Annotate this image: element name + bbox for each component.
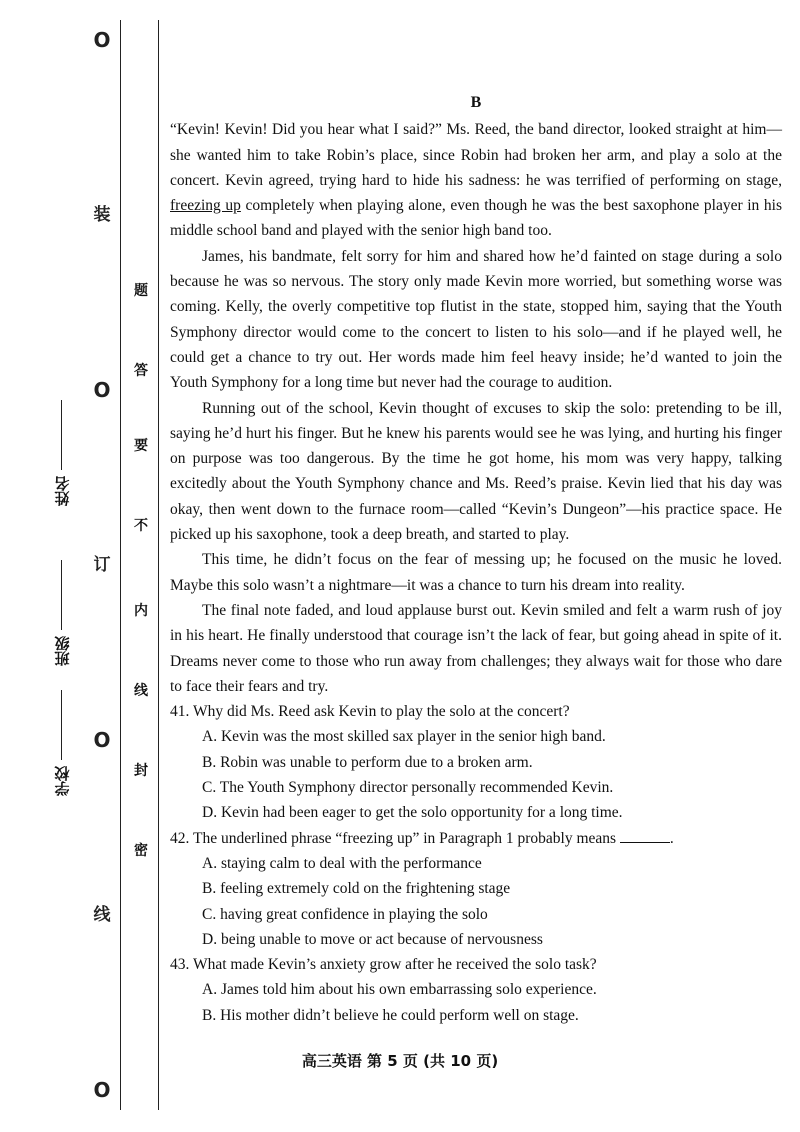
question-43 [170, 952, 782, 1028]
notice-char: 要 [134, 438, 148, 454]
notice-char: 答 [134, 363, 148, 379]
class-label: 班级 [53, 636, 72, 666]
notice-char: 封 [134, 763, 148, 779]
binding-line [120, 20, 121, 1110]
page-footer: 高三英语 第 5 页 (共 10 页) [301, 1052, 499, 1070]
answer-option[interactable]: D. Kevin had been eager to get the solo opportunity for a long time. [202, 804, 623, 822]
seal-circle: O [93, 728, 111, 752]
seal-circle: O [93, 1078, 111, 1102]
passage-paragraph-5: The final note faded, and loud applause burst out. Kevin smiled and felt a warm rush of joy in his heart. He finally understood that courage isn’t the lack of fear, but going ahead in spite of it. Dreams never come to those who run away from challenges; they always wait for those who dare to face their fears and try. [170, 601, 782, 695]
answer-option[interactable]: A. James told him about his own embarrassing solo experience. [202, 981, 597, 999]
notice-char: 不 [134, 518, 148, 534]
notice-char: 密 [134, 843, 148, 859]
class-field[interactable] [50, 560, 74, 666]
notice-char: 内 [134, 603, 148, 619]
passage-paragraph-3: Running out of the school, Kevin thought of excuses to skip the solo: pretending to be ill, saying he’d hurt his finger. But he knew his parents would see he was lying, and hurting his finger on purpose was too dangerous. By the time he got home, his mom was very happy, talking excitedly about the Youth Symphony chance and Ms. Reed’s praise. Kevin lied that his day was okay, then went down to the furnace room—called “Kevin’s Dungeon”—his practice space. He picked up his saxophone, took a deep breath, and started to play. [170, 399, 782, 544]
seal-circle: O [93, 378, 111, 402]
school-blank [62, 690, 63, 760]
notice-char: 题 [134, 283, 148, 299]
seal-char: 装 [93, 204, 111, 225]
class-blank [62, 560, 63, 630]
question-stem: 41. Why did Ms. Reed ask Kevin to play the solo at the concert? [170, 703, 570, 721]
answer-option[interactable]: C. having great confidence in playing the solo [202, 905, 488, 923]
question-stem: 43. What made Kevin’s anxiety grow after he received the solo task? [170, 956, 597, 974]
seal-char: 订 [93, 554, 111, 575]
seal-circle: O [93, 28, 111, 52]
seal-line [88, 30, 116, 1100]
question-stem: 42. The underlined phrase “freezing up” in Paragraph 1 probably means . [170, 829, 674, 847]
passage-paragraph-1: “Kevin! Kevin! Did you hear what I said?” Ms. Reed, the band director, looked straight at him—she wanted him to take Robin’s place, since Robin had broken her arm, and play a solo at the concert. Kevin agreed, trying hard to hide his sadness: he was terrified of performing on stage, freezing up completely when playing alone, even though he was the best saxophone player in his middle school band and played with the senior high band too. [170, 121, 782, 240]
name-label: 姓名 [53, 476, 72, 506]
answer-blank[interactable] [620, 828, 670, 843]
passage-paragraph-2: James, his bandmate, felt sorry for him and shared how he’d fainted on stage during a solo because he was so nervous. The story only made Kevin more worried, but something worse was coming. Kelly, the overly competitive top flutist in the state, stopped him, saying that the Youth Symphony director would come to the concert to listen to his solo—and if he played well, he could get a chance to try out. Her words made him feel heavy inside; he’d wanted to join the Youth Symphony for a long time but never had the courage to audition. [170, 247, 782, 392]
question-42 [170, 826, 782, 952]
notice-char: 线 [134, 683, 148, 699]
seal-char: 线 [93, 904, 111, 925]
binding-margin [0, 0, 160, 1132]
answer-option[interactable]: C. The Youth Symphony director personally recommended Kevin. [202, 779, 614, 797]
question-41 [170, 699, 782, 825]
answer-option[interactable]: B. feeling extremely cold on the frightening stage [202, 880, 511, 898]
answer-option[interactable]: A. Kevin was the most skilled sax player in the senior high band. [202, 728, 606, 746]
passage-paragraph-4: This time, he didn’t focus on the fear of messing up; he focused on the music he loved. Maybe this solo wasn’t a nightmare—it was a chance to turn his dream into reality. [170, 551, 782, 594]
exam-content [170, 90, 782, 1028]
section-title: B [470, 94, 482, 111]
school-label: 学校 [53, 766, 72, 796]
answer-option[interactable]: B. His mother didn’t believe he could perform well on stage. [202, 1006, 579, 1024]
school-field[interactable] [50, 690, 74, 796]
answer-option[interactable]: B. Robin was unable to perform due to a broken arm. [202, 753, 533, 771]
answer-option[interactable]: D. being unable to move or act because of nervousness [202, 930, 543, 948]
name-field[interactable] [50, 400, 74, 506]
binding-line [158, 20, 159, 1110]
underlined-phrase: freezing up [170, 197, 241, 215]
answer-option[interactable]: A. staying calm to deal with the performance [202, 854, 482, 872]
name-blank [62, 400, 63, 470]
